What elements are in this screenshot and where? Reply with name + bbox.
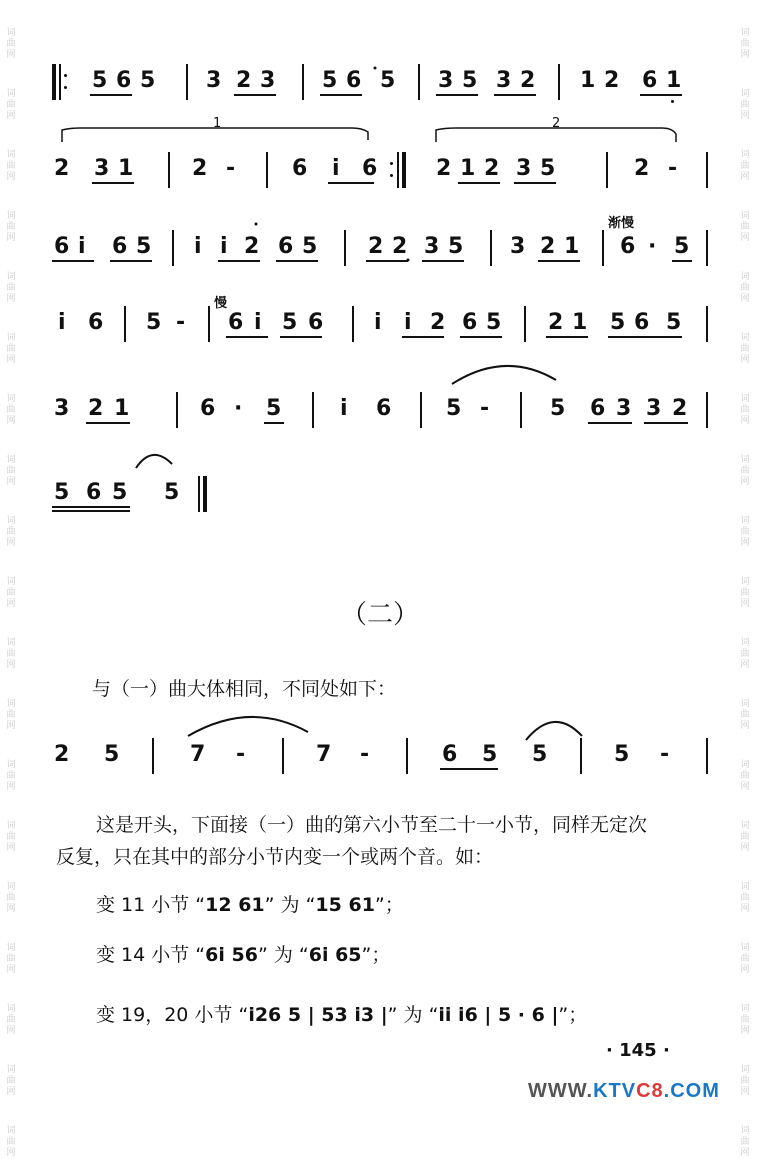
note: 2 xyxy=(548,310,564,335)
note: i xyxy=(374,310,382,335)
note: 3 xyxy=(424,234,440,259)
intro-text: 与（一）曲大体相同，不同处如下： xyxy=(92,678,397,700)
change-from: 6i 56 xyxy=(205,944,258,966)
watermark-mark: 词曲网 xyxy=(740,1065,750,1097)
note: 5 xyxy=(322,68,338,93)
watermark-mark: 词曲网 xyxy=(740,516,750,548)
note: - xyxy=(226,156,236,181)
note: 6 xyxy=(376,396,392,421)
change-prefix: 变 19，20 小节 “ xyxy=(96,1004,249,1026)
change-prefix: 变 14 小节 “ xyxy=(96,944,206,966)
note: 5 xyxy=(532,742,548,767)
watermark-mark: 词曲网 xyxy=(740,638,750,670)
dotted-rhythm: · xyxy=(234,396,243,421)
note: 3 xyxy=(496,68,512,93)
note: - xyxy=(480,396,490,421)
note: 6 xyxy=(590,396,606,421)
watermark-mark: 词曲网 xyxy=(6,211,16,243)
watermark-mark: 词曲网 xyxy=(740,699,750,731)
watermark-mark: 词曲网 xyxy=(6,333,16,365)
paragraph-line-2: 反复，只在其中的部分小节内变一个或两个音。如： xyxy=(56,846,494,868)
url-c8: C8 xyxy=(636,1080,664,1102)
note: 3 xyxy=(260,68,276,93)
change-line-3 xyxy=(96,1000,710,1030)
watermark-mark: 词曲网 xyxy=(740,455,750,487)
barline xyxy=(282,738,284,774)
note: 5 xyxy=(666,310,682,335)
note: 2 xyxy=(192,156,208,181)
note: 5 xyxy=(674,234,690,259)
watermark-mark: 词曲网 xyxy=(740,760,750,792)
change-line-1 xyxy=(96,890,710,920)
note: 3 xyxy=(616,396,632,421)
watermark-mark: 词曲网 xyxy=(6,272,16,304)
note: i xyxy=(78,234,86,259)
volta-second-label: 2 xyxy=(552,116,561,131)
note: 1 xyxy=(572,310,588,335)
note: - xyxy=(176,310,186,335)
note: 7 xyxy=(316,742,332,767)
note: 2 xyxy=(88,396,104,421)
note: 2 xyxy=(236,68,252,93)
variant-score-row xyxy=(50,730,720,780)
url-com: .COM xyxy=(663,1080,720,1102)
note: 1 xyxy=(580,68,596,93)
note: 5 xyxy=(482,742,498,767)
note: 6 xyxy=(634,310,650,335)
note: 6 xyxy=(228,310,244,335)
note: 1 xyxy=(564,234,580,259)
note: i xyxy=(194,234,202,259)
watermark-mark: 词曲网 xyxy=(740,272,750,304)
watermark-mark: 词曲网 xyxy=(740,211,750,243)
note: 2 xyxy=(484,156,500,181)
note: 2 xyxy=(604,68,620,93)
watermark-mark: 词曲网 xyxy=(6,1065,16,1097)
watermark-mark: 词曲网 xyxy=(6,150,16,182)
tie-slur xyxy=(452,366,556,384)
underline xyxy=(440,768,498,770)
note: 5 xyxy=(92,68,108,93)
note: i xyxy=(58,310,66,335)
tempo-mark-slow: 慢 xyxy=(214,296,228,311)
watermark-mark: 词曲网 xyxy=(740,89,750,121)
watermark-mark: 词曲网 xyxy=(6,1126,16,1158)
note: 2 xyxy=(436,156,452,181)
watermark-mark: 词曲网 xyxy=(740,1004,750,1036)
note: i xyxy=(340,396,348,421)
note: - xyxy=(236,742,246,767)
watermark-mark: 词曲网 xyxy=(6,455,16,487)
change-from: 12 61 xyxy=(205,894,265,916)
note: 3 xyxy=(94,156,110,181)
note: 5 xyxy=(462,68,478,93)
note: 6 xyxy=(88,310,104,335)
high-octave-dot xyxy=(374,67,377,70)
high-octave-dot xyxy=(407,259,410,262)
url-ktv: KTV xyxy=(593,1080,637,1102)
change-suffix: ”； xyxy=(558,1004,588,1026)
note: i xyxy=(254,310,262,335)
note: 5 xyxy=(164,480,180,505)
note: 6 xyxy=(442,742,458,767)
note: 5 xyxy=(540,156,556,181)
note: 2 xyxy=(244,234,260,259)
note: 6 xyxy=(620,234,636,259)
note: 6 xyxy=(54,234,70,259)
note: 5 xyxy=(112,480,128,505)
note: 5 xyxy=(380,68,396,93)
note: 6 xyxy=(292,156,308,181)
note: 1 xyxy=(118,156,134,181)
tempo-mark-gradual-slow: 渐慢 xyxy=(608,216,635,231)
note: 3 xyxy=(206,68,222,93)
note: 6 xyxy=(278,234,294,259)
high-octave-dot xyxy=(255,223,258,226)
watermark-mark: 词曲网 xyxy=(6,699,16,731)
watermark-mark: 词曲网 xyxy=(6,1004,16,1036)
note: 5 xyxy=(146,310,162,335)
note: 5 xyxy=(54,480,70,505)
note: 5 xyxy=(446,396,462,421)
note: 2 xyxy=(634,156,650,181)
note: 5 xyxy=(550,396,566,421)
watermark-mark: 词曲网 xyxy=(740,882,750,914)
note: 5 xyxy=(266,396,282,421)
volta-first-label: 1 xyxy=(213,116,222,131)
watermark-mark: 词曲网 xyxy=(6,28,16,60)
barline xyxy=(406,738,408,774)
note: 6 xyxy=(462,310,478,335)
page-number: · 145 · xyxy=(606,1040,670,1061)
change-suffix: ”； xyxy=(361,944,391,966)
note: 6 xyxy=(116,68,132,93)
note: 3 xyxy=(510,234,526,259)
change-mid: ” 为 “ xyxy=(264,894,316,916)
change-suffix: ”； xyxy=(374,894,404,916)
barline xyxy=(152,738,154,774)
change-to: 15 61 xyxy=(315,894,375,916)
watermark-mark: 词曲网 xyxy=(740,150,750,182)
note: - xyxy=(660,742,670,767)
note: 6 xyxy=(346,68,362,93)
watermark-mark: 词曲网 xyxy=(6,638,16,670)
note: 2 xyxy=(392,234,408,259)
barline xyxy=(706,738,708,774)
change-line-2 xyxy=(96,940,710,970)
watermark-mark: 词曲网 xyxy=(6,760,16,792)
note: 2 xyxy=(54,156,70,181)
note: 6 xyxy=(308,310,324,335)
note: 2 xyxy=(54,742,70,767)
note: 5 xyxy=(140,68,156,93)
watermark-mark: 词曲网 xyxy=(740,943,750,975)
note: 7 xyxy=(190,742,206,767)
barline xyxy=(580,738,582,774)
note: 6 xyxy=(362,156,378,181)
note: 3 xyxy=(438,68,454,93)
watermark-mark: 词曲网 xyxy=(740,28,750,60)
change-from: i26 5 | 53 i3 | xyxy=(248,1004,388,1026)
note: 2 xyxy=(368,234,384,259)
paragraph-line-1: 这是开头，下面接（一）曲的第六小节至二十一小节，同样无定次 xyxy=(96,814,648,836)
watermark-mark: 词曲网 xyxy=(6,89,16,121)
change-to: ii i6 | 5 · 6 | xyxy=(438,1004,559,1026)
watermark-mark: 词曲网 xyxy=(6,577,16,609)
note: 5 xyxy=(614,742,630,767)
note: 3 xyxy=(516,156,532,181)
url-www: WWW. xyxy=(528,1080,594,1102)
note: 6 xyxy=(642,68,658,93)
watermark-mark: 词曲网 xyxy=(740,577,750,609)
site-url-watermark xyxy=(528,1080,720,1103)
note: 5 xyxy=(104,742,120,767)
watermark-mark: 词曲网 xyxy=(6,394,16,426)
watermark-mark: 词曲网 xyxy=(6,821,16,853)
note: 5 xyxy=(282,310,298,335)
watermark-mark: 词曲网 xyxy=(6,882,16,914)
note: i xyxy=(220,234,228,259)
note: i xyxy=(332,156,340,181)
change-prefix: 变 11 小节 “ xyxy=(96,894,206,916)
change-to: 6i 65 xyxy=(308,944,362,966)
note: i xyxy=(404,310,412,335)
note: 3 xyxy=(646,396,662,421)
note: - xyxy=(668,156,678,181)
note: 1 xyxy=(114,396,130,421)
watermark-mark: 词曲网 xyxy=(740,333,750,365)
note: 2 xyxy=(672,396,688,421)
note: 3 xyxy=(54,396,70,421)
note: 2 xyxy=(520,68,536,93)
note: 5 xyxy=(136,234,152,259)
section-title: （二） xyxy=(340,600,419,630)
watermark-mark: 词曲网 xyxy=(740,394,750,426)
change-mid: ” 为 “ xyxy=(257,944,309,966)
note: 5 xyxy=(302,234,318,259)
note: 6 xyxy=(86,480,102,505)
note: 5 xyxy=(610,310,626,335)
watermark-mark: 词曲网 xyxy=(740,1126,750,1158)
watermark-mark: 词曲网 xyxy=(740,821,750,853)
change-mid: ” 为 “ xyxy=(387,1004,439,1026)
watermark-mark: 词曲网 xyxy=(6,943,16,975)
note: 5 xyxy=(448,234,464,259)
tie-slur xyxy=(136,455,172,468)
dotted-rhythm: · xyxy=(648,234,657,259)
note: 1 xyxy=(666,68,682,93)
note: 2 xyxy=(430,310,446,335)
note: 6 xyxy=(200,396,216,421)
note: 2 xyxy=(540,234,556,259)
note: - xyxy=(360,742,370,767)
note: 1 xyxy=(460,156,476,181)
note: 6 xyxy=(112,234,128,259)
note: 5 xyxy=(486,310,502,335)
watermark-mark: 词曲网 xyxy=(6,516,16,548)
